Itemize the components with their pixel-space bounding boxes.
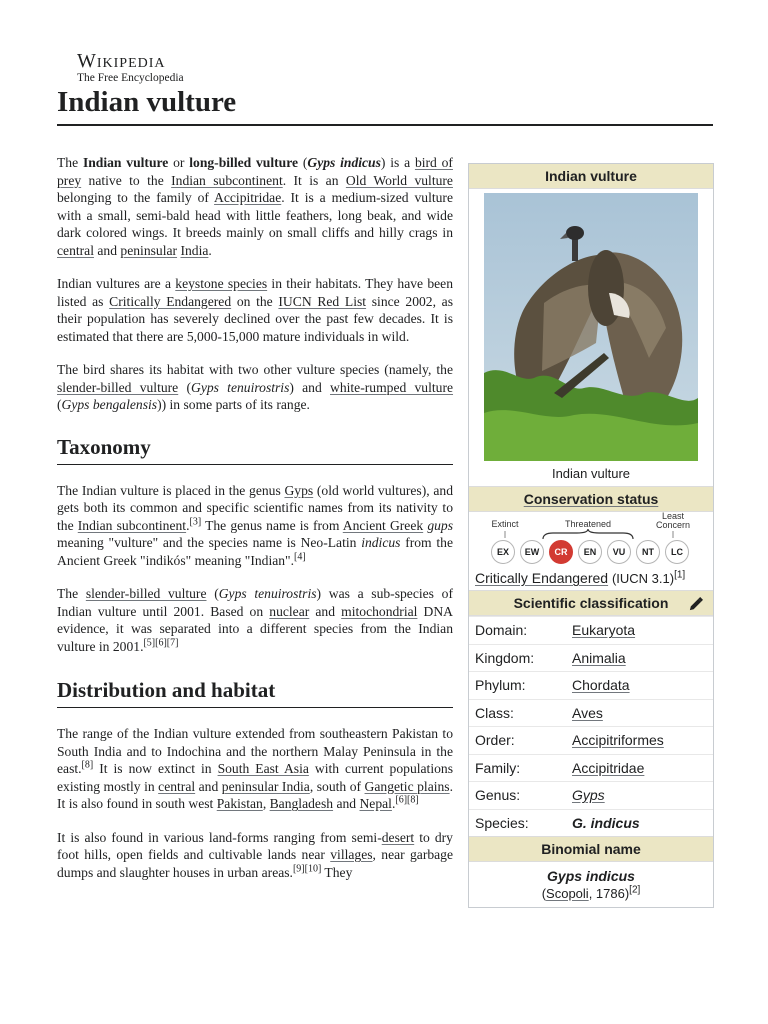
binomial-name-block [469,862,713,907]
infobox-image-caption: Indian vulture [551,466,631,481]
authority-year: , 1786) [588,886,630,901]
text-run: and [333,796,360,811]
classification-rank: Order: [475,732,515,749]
article-link[interactable]: nuclear [269,603,310,619]
classification-rank: Species: [475,814,529,831]
text-run: , [262,796,270,811]
article-link[interactable]: desert [381,829,415,845]
citation-ref[interactable]: [3] [189,515,202,527]
text-run: It is now extinct in [93,761,218,776]
citation-ref[interactable]: [8] [81,759,94,771]
text-run: Gyps tenuirostris [218,586,317,601]
classification-rank: Kingdom: [475,649,535,666]
classification-row [469,754,713,782]
article-link[interactable]: Ancient Greek [342,517,424,533]
text-run: The genus name is from [201,517,343,533]
text-run: . [391,796,396,811]
article-link[interactable]: Indian subcontinent [77,517,187,533]
distribution-paragraph-2 [57,829,453,882]
classification-rank: Class: [475,704,514,721]
text-run: Indian vulture [82,155,169,170]
article-link[interactable]: Gyps [284,482,314,498]
authority-open: ( [541,886,547,901]
text-run: (old world vultures), and gets both its common and specific scientific names from its nativity to the [57,482,453,533]
authority-scopoli-link[interactable]: Scopoli [546,886,589,901]
article-link[interactable]: white-rumped vulture [330,379,454,395]
logo-tagline: The Free Encyclopedia [77,72,184,84]
text-run: ( [178,379,191,395]
conservation-status-text [469,568,713,590]
status-critically-endangered-link[interactable]: Critically Endangered [475,570,609,586]
intro-paragraph-1 [57,154,453,259]
text-run: They [321,864,353,880]
classification-rank: Phylum: [475,677,526,694]
binomial-name-heading [469,836,713,862]
status-badge-en[interactable]: EN [578,540,602,564]
text-run: in their habitats. They have been listed as [57,276,453,309]
article-link[interactable]: Pakistan [216,796,263,811]
text-run: . [208,242,212,258]
conservation-status-link[interactable]: Conservation status [523,491,659,507]
classification-row [469,809,713,837]
binomial-authority [469,886,713,901]
classification-taxon-link[interactable]: Accipitridae [572,759,645,776]
status-badge-cr[interactable]: CR [549,540,573,564]
scale-label-least: Least [661,511,685,521]
classification-table [469,616,713,836]
classification-row [469,616,713,644]
text-run: The Indian vulture is placed in the genus [57,482,285,498]
text-run: , south of [309,778,365,794]
section-heading-distribution: Distribution and habitat [57,677,453,708]
text-run: The range of the Indian vulture extended from southeastern Pakistan to South India and to Indochina and the northern Malay Peninsula in the east. [57,726,453,776]
ref-2[interactable]: [2] [629,884,641,896]
text-run: belonging to the family of [57,190,215,205]
classification-taxon-link[interactable]: Gyps [572,787,605,804]
infobox [468,163,714,908]
article-link[interactable]: keystone species [175,276,268,291]
article-link[interactable]: Critically Endangered [109,293,232,309]
citation-ref[interactable]: [6][8] [395,794,419,806]
text-run: and [93,242,121,258]
text-run: ( [298,155,308,170]
text-run: . It is a medium-sized vulture with a small, semi-bald head with little feathers, long beak, and wide dark colored wings. It breeds mainly on small cliffs and hilly crags in [57,190,453,240]
text-run: . [186,517,190,533]
article-link[interactable]: Indian subcontinent [171,172,283,188]
vulture-photo[interactable] [484,193,698,461]
iucn-version [612,571,685,586]
text-run: ) was a sub-species of Indian vulture until 2001. Based on [57,586,453,619]
logo-wordmark: Wikipedia [77,50,166,72]
text-run: . It is an [282,172,346,188]
text-run: Indian vultures are a [57,276,176,291]
taxonomy-paragraph-1 [57,482,453,570]
text-run: Gyps bengalensis [61,397,158,412]
article-link[interactable]: peninsular India [221,778,310,794]
text-run: from the Ancient Greek "indikós" meaning "Indian". [57,535,453,568]
scale-label-extinct: Extinct [491,519,519,529]
article-link[interactable]: IUCN Red List [278,293,367,309]
section-heading-taxonomy: Taxonomy [57,434,453,465]
article-link[interactable]: central [158,778,196,794]
status-badge-nt[interactable]: NT [636,540,660,564]
text-run: ) and [289,379,331,395]
classification-row [469,726,713,754]
text-run: or [168,155,190,170]
infobox-title: Indian vulture [469,164,713,189]
text-run: )) in some parts of its range. [157,397,310,412]
text-run: native to the [81,172,172,188]
classification-row [469,699,713,727]
classification-row [469,781,713,809]
classification-taxon-link[interactable]: Eukaryota [572,622,636,639]
text-run: ( [206,586,219,601]
classification-taxon-link[interactable]: Chordata [572,677,630,694]
taxonomy-paragraph-2 [57,585,453,655]
citation-ref[interactable]: [5][6][7] [143,636,179,648]
text-run: and [195,778,222,794]
article-link[interactable]: central [57,242,94,258]
text-run: since 2002, as their population has severely declined over the past few decades. It is estimated that there are 5,000-15,000 mature individuals in wild. [57,293,453,344]
article-link[interactable]: villages [330,847,373,862]
intro-paragraph-2 [57,275,453,345]
text-run: The bird shares its habitat with two other vulture species (namely, the [57,362,453,377]
article-body [57,154,453,897]
classification-taxon-link[interactable]: Animalia [572,649,626,666]
scale-label-concern: Concern [655,520,691,530]
wikipedia-logo[interactable] [77,50,184,85]
article-link[interactable]: slender-billed vulture [57,379,179,395]
scientific-classification-link[interactable]: Scientific classification [513,595,669,611]
citation-ref[interactable]: [4] [294,550,306,562]
citation-ref[interactable]: [9][10] [292,862,322,874]
text-run: DNA evidence, it was separated into a different species from the Indian vulture in 2001. [57,603,453,654]
iucn-version-text: (IUCN 3.1) [611,571,675,586]
text-run: and [309,603,342,619]
status-badge-ew[interactable]: EW [520,540,544,564]
text-run: to dry foot hills, open fields and cultivable lands near [57,829,453,862]
text-run: ( [57,397,62,412]
text-run: The [57,586,86,601]
text-run: . It is also found in south west [57,778,453,811]
text-run: indicus [361,535,401,550]
classification-rank: Family: [475,759,521,776]
text-run: It is also found in various land-forms ranging from semi- [57,829,382,845]
classification-rank: Domain: [475,622,528,639]
article-link[interactable]: India [180,242,209,258]
text-run: with current populations existing mostly in [57,761,453,794]
page-title: Indian vulture [57,86,237,118]
pencil-edit-icon[interactable] [688,597,703,612]
classification-row [469,671,713,699]
article-link[interactable]: Gangetic plains [364,778,450,794]
status-badge-ex[interactable]: EX [491,540,515,564]
text-run: gups [427,517,453,533]
article-link[interactable]: slender-billed vulture [85,586,207,601]
conservation-status-heading[interactable] [469,486,713,512]
classification-taxon-link[interactable]: Aves [572,704,603,721]
binomial-name-link[interactable]: Binomial name [541,841,641,857]
classification-taxon: G. indicus [572,814,640,831]
text-run: Gyps tenuirostris [191,379,290,395]
article-link[interactable]: Bangladesh [269,796,334,811]
article-link[interactable]: peninsular [120,242,178,258]
text-run: , near garbage dumps and slaughter houses in urban areas. [57,847,454,880]
article-link[interactable]: Old World vulture [345,172,453,188]
text-run: meaning "vulture" and the species name is Neo-Latin [57,535,362,550]
scientific-classification-heading [469,590,713,616]
article-link[interactable]: bird of prey [57,155,453,188]
text-run: ) is a [380,155,415,170]
text-run: long-billed vulture [189,155,299,170]
article-link[interactable]: South East Asia [217,761,309,776]
ref-1[interactable]: [1] [674,569,686,581]
binomial-name: Gyps indicus [547,868,635,884]
article-link[interactable]: Accipitridae [214,190,282,205]
text-run: on the [231,293,279,309]
scale-label-threatened: Threatened [564,519,612,529]
classification-rank: Genus: [475,787,521,804]
conservation-status-scale [469,512,713,568]
article-link[interactable]: mitochondrial [341,603,418,619]
text-run: The [57,155,83,170]
conservation-badges [491,540,689,564]
title-divider [57,124,713,126]
text-run: Gyps indicus [307,155,381,170]
classification-taxon-link[interactable]: Accipitriformes [572,732,664,749]
intro-paragraph-3 [57,361,453,414]
status-badge-lc[interactable]: LC [665,540,689,564]
distribution-paragraph-1 [57,725,453,813]
status-badge-vu[interactable]: VU [607,540,631,564]
article-link[interactable]: Nepal [359,796,392,811]
classification-row [469,644,713,672]
